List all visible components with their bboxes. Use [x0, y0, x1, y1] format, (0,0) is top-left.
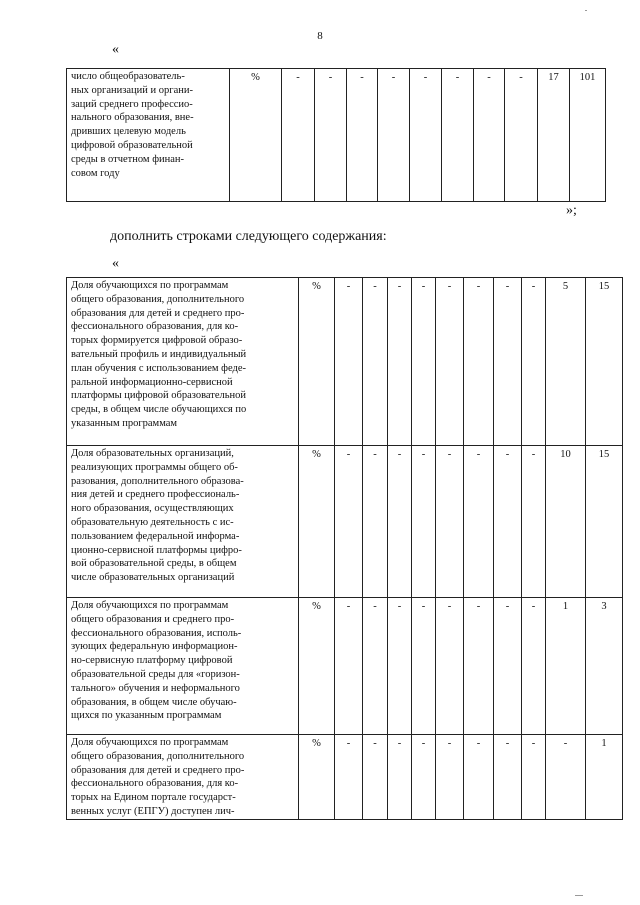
value-cell: - [522, 735, 546, 820]
description-line: но-сервисную платформу цифровой [71, 655, 233, 667]
unit-cell: % [299, 446, 335, 598]
description-line: ционно-сервисной платформы цифро- [71, 544, 242, 556]
value-cell: - [436, 735, 464, 820]
description-line: Доля обучающихся по программам [71, 280, 229, 291]
value-cell: - [388, 278, 412, 446]
unit-cell: % [299, 598, 335, 735]
value-cell: - [282, 69, 315, 202]
page-number: 8 [317, 30, 323, 42]
table-row [67, 598, 623, 735]
value-cell: - [464, 735, 494, 820]
value-cell: - [410, 69, 442, 202]
value-cell: - [363, 735, 388, 820]
value-cell: - [464, 446, 494, 598]
unit-cell: % [299, 735, 335, 820]
description-line: ных организаций и органи- [71, 84, 193, 96]
description-line: указанным программам [71, 417, 178, 429]
value-cell: - [335, 735, 363, 820]
value-cell: 1 [586, 735, 623, 820]
value-cell: 15 [586, 278, 623, 446]
value-cell: - [378, 69, 410, 202]
value-cell: - [442, 69, 474, 202]
description-line: Доля образовательных организаций, [71, 448, 234, 459]
description-line: ральной информационно-сервисной [71, 376, 233, 388]
description-line: образования для детей и среднего про- [71, 307, 245, 319]
table-row [67, 735, 623, 820]
scan-speck [575, 895, 583, 896]
indicator-description [67, 598, 299, 735]
description-line: план обучения с использованием феде- [71, 362, 246, 374]
description-line: заций среднего профессио- [71, 98, 193, 110]
description-line: числе образовательных организаций [71, 572, 235, 584]
description-line: торых на Едином портале государст- [71, 792, 236, 804]
description-line: венных услуг (ЕПГУ) доступен лич- [71, 805, 235, 817]
value-cell: - [494, 278, 522, 446]
value-cell: - [474, 69, 505, 202]
description-line: Доля обучающихся по программам [71, 600, 229, 611]
description-line: торых формируется цифровой образо- [71, 335, 243, 347]
value-cell: - [546, 735, 586, 820]
description-line: общего образования и среднего про- [71, 613, 235, 625]
value-cell: - [505, 69, 538, 202]
table-row [67, 69, 606, 202]
value-cell: - [494, 735, 522, 820]
indicator-description [67, 278, 299, 446]
description-line: реализующих программы общего об- [71, 461, 238, 473]
description-line: фессионального образования, для ко- [71, 778, 239, 790]
value-cell: - [335, 446, 363, 598]
description-line: фессионального образования, для ко- [71, 321, 239, 333]
value-cell: - [494, 598, 522, 735]
description-line: образовательную деятельность с ис- [71, 516, 234, 528]
value-cell: 15 [586, 446, 623, 598]
value-cell: - [436, 598, 464, 735]
value-cell: - [412, 598, 436, 735]
value-cell: - [335, 278, 363, 446]
indicator-description [67, 446, 299, 598]
description-line: ного образования, осуществляющих [71, 503, 234, 515]
description-line: ния детей и среднего профессиональ- [71, 489, 240, 501]
value-cell: - [412, 278, 436, 446]
description-line: дривших целевую модель [71, 126, 186, 138]
scan-speck [585, 10, 587, 11]
value-cell: - [347, 69, 378, 202]
value-cell: - [522, 278, 546, 446]
description-line: совом году [71, 167, 120, 179]
value-cell: - [522, 598, 546, 735]
indicator-description [67, 735, 299, 820]
open-quote-2: « [112, 256, 119, 271]
value-cell: 1 [546, 598, 586, 735]
description-line: общего образования, дополнительного [71, 750, 245, 762]
close-quote-mark: »; [566, 203, 577, 218]
table-row [67, 446, 623, 598]
value-cell: 3 [586, 598, 623, 735]
value-cell: - [363, 278, 388, 446]
table-row [67, 278, 623, 446]
description-line: образования для детей и среднего про- [71, 764, 245, 776]
unit-cell: % [299, 278, 335, 446]
value-cell: - [464, 278, 494, 446]
value-cell: 10 [546, 446, 586, 598]
description-line: цифровой образовательной [71, 139, 193, 151]
value-cell: - [522, 446, 546, 598]
description-line: среды в отчетном финан- [71, 153, 185, 165]
indicator-table-1 [66, 68, 606, 202]
value-cell: 101 [570, 69, 606, 202]
value-cell: - [412, 735, 436, 820]
description-line: разования, дополнительного образова- [71, 475, 244, 487]
value-cell: - [436, 446, 464, 598]
description-line: зующих федеральную информацион- [71, 641, 238, 653]
value-cell: - [388, 446, 412, 598]
description-line: число общеобразователь- [71, 71, 185, 82]
indicator-description [67, 69, 230, 202]
description-line: образовательной среды для «горизон- [71, 668, 240, 680]
value-cell: 5 [546, 278, 586, 446]
value-cell: - [388, 735, 412, 820]
description-line: пользованием федеральной информа- [71, 530, 240, 542]
open-quote-1: « [112, 42, 119, 57]
description-line: щихся по указанным программам [71, 710, 222, 722]
value-cell: - [363, 598, 388, 735]
description-line: образования, в общем числе обучаю- [71, 696, 237, 708]
value-cell: - [464, 598, 494, 735]
value-cell: - [388, 598, 412, 735]
value-cell: - [412, 446, 436, 598]
indicator-table-2 [66, 277, 623, 820]
value-cell: - [315, 69, 347, 202]
description-line: среды, в общем числе обучающихся по [71, 404, 247, 416]
description-line: вательный профиль и индивидуальный [71, 348, 247, 360]
description-line: платформы цифровой образовательной [71, 390, 247, 402]
description-line: тального» обучения и неформального [71, 682, 240, 694]
value-cell: - [335, 598, 363, 735]
description-line: Доля обучающихся по программам [71, 737, 229, 748]
description-line: фессионального образования, исполь- [71, 627, 242, 639]
unit-cell: % [230, 69, 282, 202]
value-cell: 17 [538, 69, 570, 202]
description-line: нального образования, вне- [71, 112, 194, 124]
value-cell: - [494, 446, 522, 598]
value-cell: - [363, 446, 388, 598]
value-cell: - [436, 278, 464, 446]
description-line: вой образовательной среды, в общем [71, 558, 237, 570]
description-line: общего образования, дополнительного [71, 293, 245, 305]
instruction-text: дополнить строками следующего содержания: [110, 229, 387, 244]
